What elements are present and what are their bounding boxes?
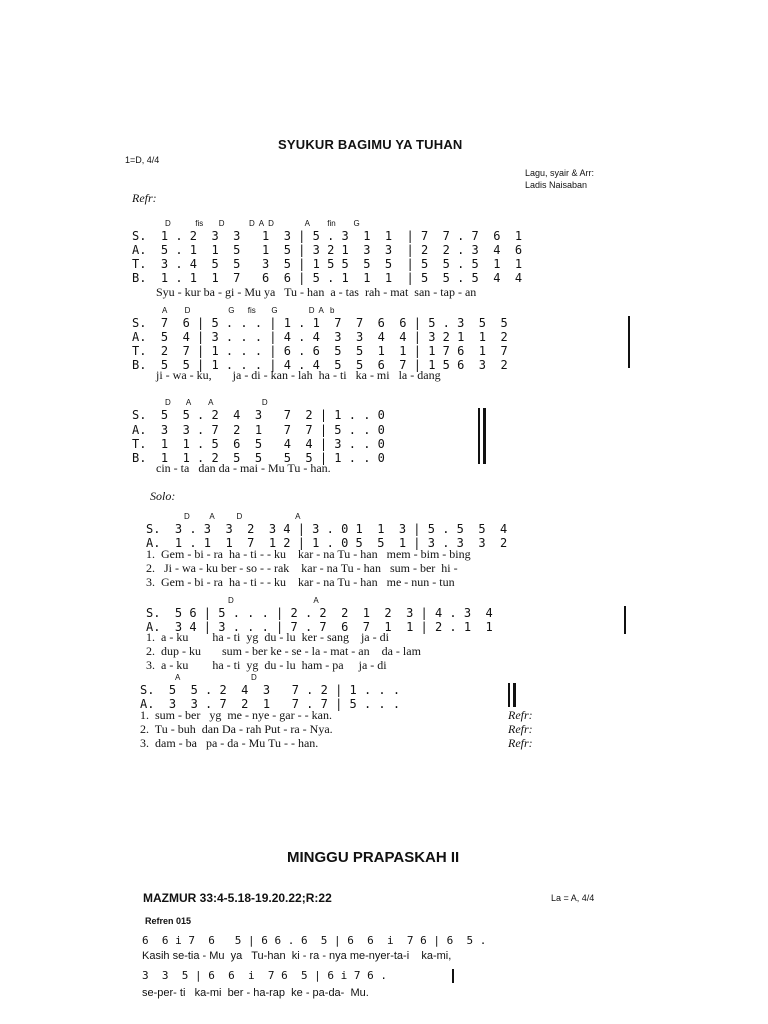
lyric-line: cin - ta dan da - mai - Mu Tu - han. bbox=[156, 461, 331, 475]
verse-3-line: 3. Gem - bi - ra ha - ti - - ku kar - na Tu - han me - nun - tun bbox=[146, 575, 455, 589]
psalm-key: La = A, 4/4 bbox=[551, 893, 595, 903]
verse-1-line: 1. a - ku ha - ti yg du - lu ker - sang ja - di bbox=[146, 630, 389, 644]
chord-line: D A bbox=[228, 596, 319, 605]
bass-line: B. 5 5 | 1 . . . | 4 . 4 5 5 6 7 | 1 5 6 3 2 bbox=[132, 358, 508, 372]
psalm-end-barline bbox=[452, 969, 454, 983]
refr-ref-1: Refr: bbox=[508, 708, 533, 722]
tenor-line: T. 3 . 4 5 5 3 5 | 1 5 5 5 5 | 5 5 . 5 1 1 bbox=[132, 257, 523, 271]
verse-3-line: 3. dam - ba pa - da - Mu Tu - - han. bbox=[140, 736, 319, 750]
alto-line: A. 5 . 1 1 5 1 5 | 3 2 1 3 3 | 2 2 . 3 4 6 bbox=[132, 243, 523, 257]
alto-line: A. 3 4 | 3 . . . | 7 . 7 6 7 1 1 | 2 . 1 1 bbox=[146, 620, 493, 634]
key-signature: 1=D, 4/4 bbox=[125, 155, 160, 165]
final-barline-thin bbox=[478, 408, 480, 464]
soprano-line: S. 7 6 | 5 . . . | 1 . 1 7 7 6 6 | 5 . 3 5 5 bbox=[132, 316, 508, 330]
verse-2-line: 2. dup - ku sum - ber ke - se - la - mat - an da - lam bbox=[146, 644, 421, 658]
alto-line: A. 3 3 . 7 2 1 7 . 7 | 5 . . . bbox=[140, 697, 401, 711]
chord-line: D fis D D A D A fin G bbox=[165, 219, 360, 228]
verse-3-line: 3. a - ku ha - ti yg du - lu ham - pa ja - di bbox=[146, 658, 387, 672]
lyric-line: ji - wa - ku, ja - di - kan - lah ha - ti ka - mi la - dang bbox=[156, 368, 441, 382]
psalm-title: MAZMUR 33:4-5.18-19.20.22;R:22 bbox=[143, 891, 332, 905]
bass-line: B. 1 . 1 1 7 6 6 | 5 . 1 1 1 | 5 5 . 5 4 4 bbox=[132, 271, 523, 285]
solo-label: Solo: bbox=[150, 489, 176, 503]
soprano-line: S. 3 . 3 3 2 3 4 | 3 . 0 1 1 3 | 5 . 5 5 4 bbox=[146, 522, 508, 536]
chord-line: A D G fis G D A b bbox=[162, 306, 335, 315]
bass-line: B. 1 1 . 2 5 5 5 5 | 1 . . 0 bbox=[132, 451, 385, 465]
final-barline-thin bbox=[508, 683, 510, 707]
verse-1-line: 1. Gem - bi - ra ha - ti - - ku kar - na Tu - han mem - bim - bing bbox=[146, 547, 471, 561]
soprano-line: S. 1 . 2 3 3 1 3 | 5 . 3 1 1 | 7 7 . 7 6 1 bbox=[132, 229, 523, 243]
final-barline-thick bbox=[483, 408, 486, 464]
refr-ref-2: Refr: bbox=[508, 722, 533, 736]
psalm-notes-row-2: 3 3 5 | 6 6 i 7 6 5 | 6 i 7 6 . bbox=[142, 969, 388, 982]
song-title: SYUKUR BAGIMU YA TUHAN bbox=[278, 137, 463, 152]
tenor-line: T. 1 1 . 5 6 5 4 4 | 3 . . 0 bbox=[132, 437, 385, 451]
soprano-line: S. 5 6 | 5 . . . | 2 . 2 2 1 2 3 | 4 . 3 4 bbox=[146, 606, 493, 620]
psalm-lyric-row-1: Kasih se-tia - Mu ya Tu-han ki - ra - nya me-nyer-ta-i ka-mi, bbox=[142, 950, 452, 962]
chord-line: A D bbox=[175, 673, 257, 682]
week-title: MINGGU PRAPASKAH II bbox=[287, 849, 460, 866]
refr-ref-3: Refr: bbox=[508, 736, 533, 750]
psalm-notes-row-1: 6 6 i 7 6 5 | 6 6 . 6 5 | 6 6 i 7 6 | 6 5 . bbox=[142, 934, 487, 947]
chord-line: D A D A bbox=[184, 512, 301, 521]
chord-line: D A A D bbox=[165, 398, 268, 407]
credit-line-1: Lagu, syair & Arr: bbox=[525, 168, 595, 178]
verse-2-line: 2. Ji - wa - ku ber - so - - rak kar - na Tu - han sum - ber hi - bbox=[146, 561, 458, 575]
soprano-line: S. 5 5 . 2 4 3 7 . 2 | 1 . . . bbox=[140, 683, 401, 697]
tenor-line: T. 2 7 | 1 . . . | 6 . 6 5 5 1 1 | 1 7 6 1 7 bbox=[132, 344, 508, 358]
final-barline-thick bbox=[513, 683, 516, 707]
refrain-label: Refr: bbox=[132, 191, 157, 205]
end-barline bbox=[628, 316, 630, 368]
psalm-lyric-row-2: se-per- ti ka-mi ber - ha-rap ke - pa-da- Mu. bbox=[142, 987, 369, 999]
verse-1-line: 1. sum - ber yg me - nye - gar - - kan. bbox=[140, 708, 332, 722]
lyric-line: Syu - kur ba - gi - Mu ya Tu - han a - tas rah - mat san - tap - an bbox=[156, 285, 477, 299]
end-barline bbox=[624, 606, 626, 634]
soprano-line: S. 5 5 . 2 4 3 7 2 | 1 . . 0 bbox=[132, 408, 385, 422]
credit-line-2: Ladis Naisaban bbox=[525, 180, 588, 190]
refrain-number: Refren 015 bbox=[145, 916, 192, 926]
verse-2-line: 2. Tu - buh dan Da - rah Put - ra - Nya. bbox=[140, 722, 333, 736]
alto-line: A. 3 3 . 7 2 1 7 7 | 5 . . 0 bbox=[132, 423, 385, 437]
alto-line: A. 5 4 | 3 . . . | 4 . 4 3 3 4 4 | 3 2 1 1 2 bbox=[132, 330, 508, 344]
alto-line: A. 1 . 1 1 7 1 2 | 1 . 0 5 5 1 | 3 . 3 3 2 bbox=[146, 536, 508, 550]
